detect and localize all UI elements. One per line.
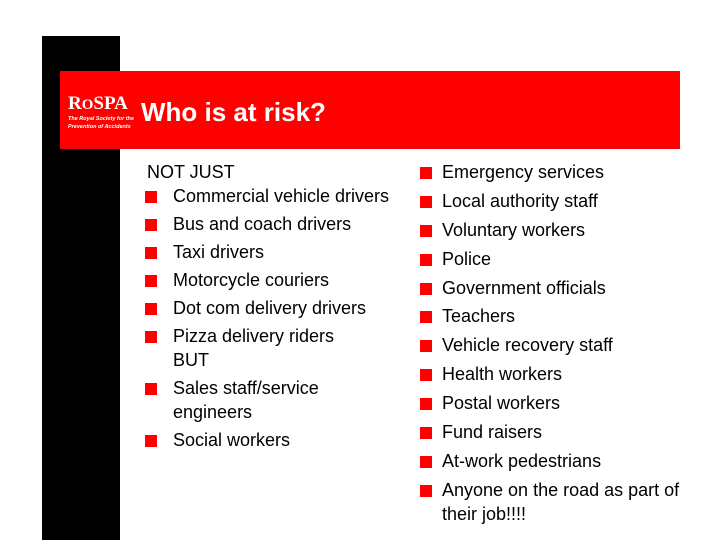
bullet-square-icon [420,225,432,237]
bullet-square-icon [145,331,157,343]
right-list [420,160,680,526]
list-item: Postal workers [420,391,680,415]
bullet-square-icon [420,485,432,497]
bullet-square-icon [420,398,432,410]
slide-title: Who is at risk? [141,97,326,127]
bullet-square-icon [145,247,157,259]
list-item: Voluntary workers [420,218,680,242]
list-item: Fund raisers [420,420,680,444]
logo-tagline-1: The Royal Society for the [68,116,135,122]
logo-tagline-2: Prevention of Accidents [68,123,131,130]
bullet-square-icon [420,254,432,266]
list-item: Health workers [420,362,680,386]
list-item: Motorcycle couriers [145,268,395,292]
bullet-square-icon [420,167,432,179]
left-list [145,184,395,452]
list-item: Teachers [420,304,680,328]
list-item: Dot com delivery drivers [145,296,395,320]
bullet-square-icon [420,283,432,295]
list-item: Bus and coach drivers [145,212,395,236]
list-item: Taxi drivers [145,240,395,264]
left-heading: NOT JUST [147,162,235,182]
left-subheading-row [145,348,395,372]
bullet-square-icon [145,303,157,315]
bullet-square-icon [145,383,157,395]
bullet-square-icon [420,340,432,352]
left-subheading: BUT [173,350,209,370]
list-item: Social workers [145,428,395,452]
list-item: Sales staff/service engineers [145,376,395,424]
bullet-square-icon [145,191,157,203]
bullet-square-icon [145,275,157,287]
right-column [420,160,680,526]
list-item: Local authority staff [420,189,680,213]
left-column [145,160,395,452]
bullet-square-icon [420,369,432,381]
bullet-square-icon [420,427,432,439]
logo-wordmark: ROSPA [68,93,128,114]
bullet-square-icon [420,196,432,208]
rospa-logo [68,94,134,130]
bullet-square-icon [420,456,432,468]
bullet-square-icon [145,435,157,447]
list-item: Vehicle recovery staff [420,333,680,357]
list-item: Police [420,247,680,271]
list-item: At-work pedestrians [420,449,680,473]
list-item: Anyone on the road as part of their job!!!! [420,478,680,526]
list-item: Commercial vehicle drivers [145,184,395,208]
bullet-square-icon [420,311,432,323]
bullet-square-icon [145,219,157,231]
list-item: Pizza delivery riders [145,324,395,348]
list-item: Government officials [420,276,680,300]
list-item: Emergency services [420,160,680,184]
